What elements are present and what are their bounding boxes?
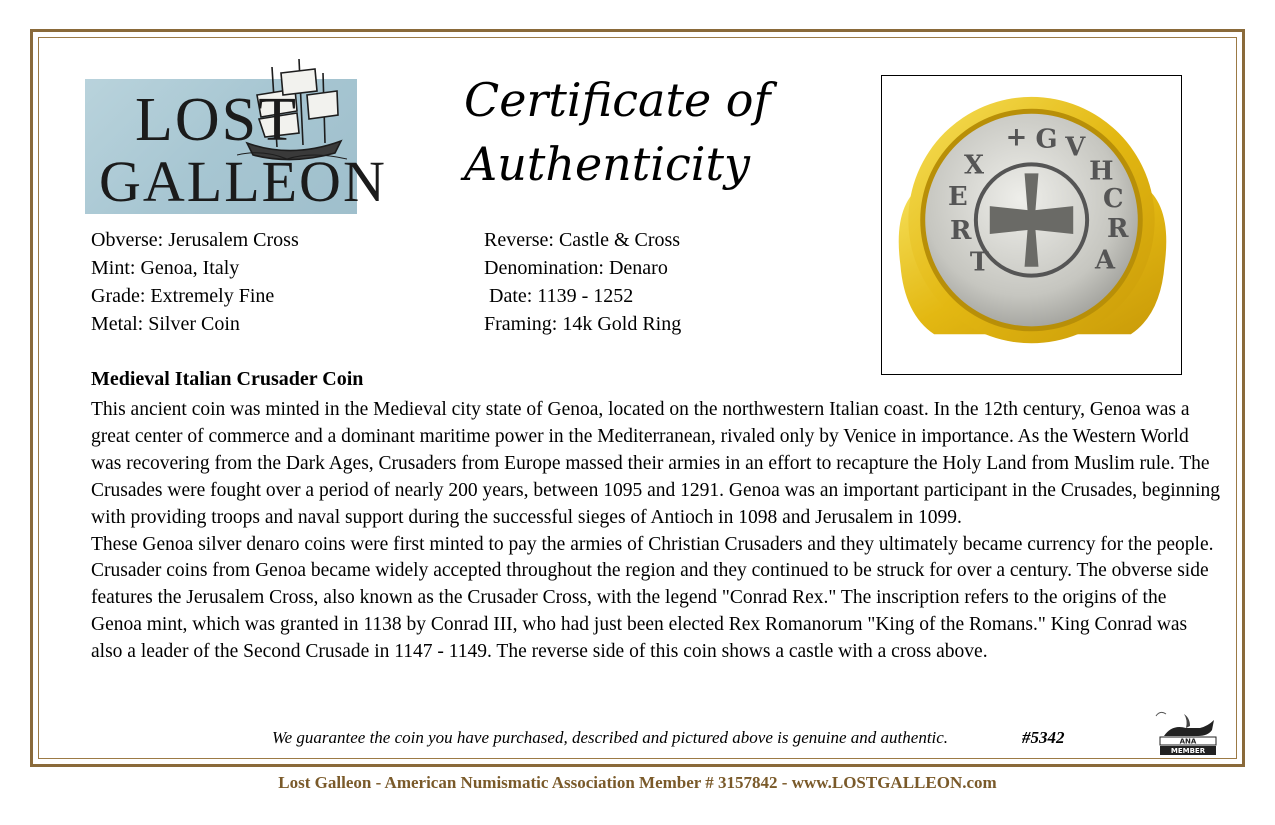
svg-text:+: + <box>1005 122 1028 153</box>
svg-text:R: R <box>1106 213 1129 244</box>
spec-obverse: Obverse: Jerusalem Cross <box>91 229 299 251</box>
description-body <box>91 397 1221 666</box>
svg-text:R: R <box>950 215 972 246</box>
spec-denomination: Denomination: Denaro <box>484 257 668 279</box>
title-line-2: Authenticity <box>464 137 750 191</box>
lost-galleon-logo <box>85 79 387 214</box>
spec-date: Date: 1139 - 1252 <box>484 285 634 307</box>
ana-badge-bottom: MEMBER <box>1170 747 1206 755</box>
svg-text:G: G <box>1035 124 1058 155</box>
ana-badge-top: ANA <box>1179 737 1197 746</box>
logo-text-lost: LOST <box>135 86 298 154</box>
certificate-title <box>440 68 794 196</box>
spec-mint: Mint: Genoa, Italy <box>91 257 240 279</box>
description-heading: Medieval Italian Crusader Coin <box>91 368 364 390</box>
certificate-number: #5342 <box>1022 728 1065 747</box>
ana-member-badge <box>1150 706 1222 756</box>
svg-text:A: A <box>1095 245 1116 276</box>
footer-text: Lost Galleon - American Numismatic Association Member # 3157842 - www.LOSTGALLEON.com <box>278 773 997 792</box>
guarantee-statement: We guarantee the coin you have purchased, described and pictured above is genuine and authentic. <box>272 728 949 747</box>
description-paragraph-2: These Genoa silver denaro coins were first minted to pay the armies of Christian Crusaders and they ultimately became currency for the people. Crusader coins from Genoa became widely accepted throughout the region and they continued to be struck for over a century. The obverse side features the Jerusalem Cross, also known as the Crusader Cross, with the legend "Conrad Rex." The inscription refers to the origins of the Genoa mint, which was granted in 1138 by Conrad III, who had just been elected Rex Romanorum "King of the Romans." King Conrad was also a leader of the Second Crusade in 1147 - 1149. The reverse side of this coin shows a castle with a cross above. <box>91 533 1214 663</box>
svg-text:X: X <box>963 150 984 181</box>
specs-left <box>91 226 299 338</box>
crusader-coin-ring-icon <box>882 76 1181 374</box>
specs-right <box>484 226 681 338</box>
svg-text:E: E <box>948 182 968 213</box>
coin-ring-photo <box>881 75 1182 375</box>
description-paragraph-1: This ancient coin was minted in the Medieval city state of Genoa, located on the northwestern Italian coast. In the 12th century, Genoa was a great center of commerce and a dominant maritime power in the Mediterranean, rivaled only by Venice in importance. As the Western World was recovering from the Dark Ages, Crusaders from Europe massed their armies in an effort to recapture the Holy Land from Muslim rule. The Crusades were fought over a period of nearly 200 years, between 1095 and 1291. Genoa was an important participant in the Crusades, beginning with providing troops and naval support during the successful sieges of Antioch in 1098 and Jerusalem in 1099. <box>91 399 1221 528</box>
spec-reverse: Reverse: Castle & Cross <box>484 229 681 251</box>
logo-text-galleon: GALLEON <box>99 149 387 214</box>
spec-grade: Grade: Extremely Fine <box>91 285 275 307</box>
title-line-1: Certificate of <box>464 73 771 127</box>
spec-metal: Metal: Silver Coin <box>91 313 240 335</box>
spec-framing: Framing: 14k Gold Ring <box>484 313 682 335</box>
svg-text:V: V <box>1065 132 1086 163</box>
svg-text:C: C <box>1103 184 1124 215</box>
lamp-icon <box>1156 712 1214 736</box>
svg-text:T: T <box>969 247 990 278</box>
svg-text:H: H <box>1089 156 1114 187</box>
